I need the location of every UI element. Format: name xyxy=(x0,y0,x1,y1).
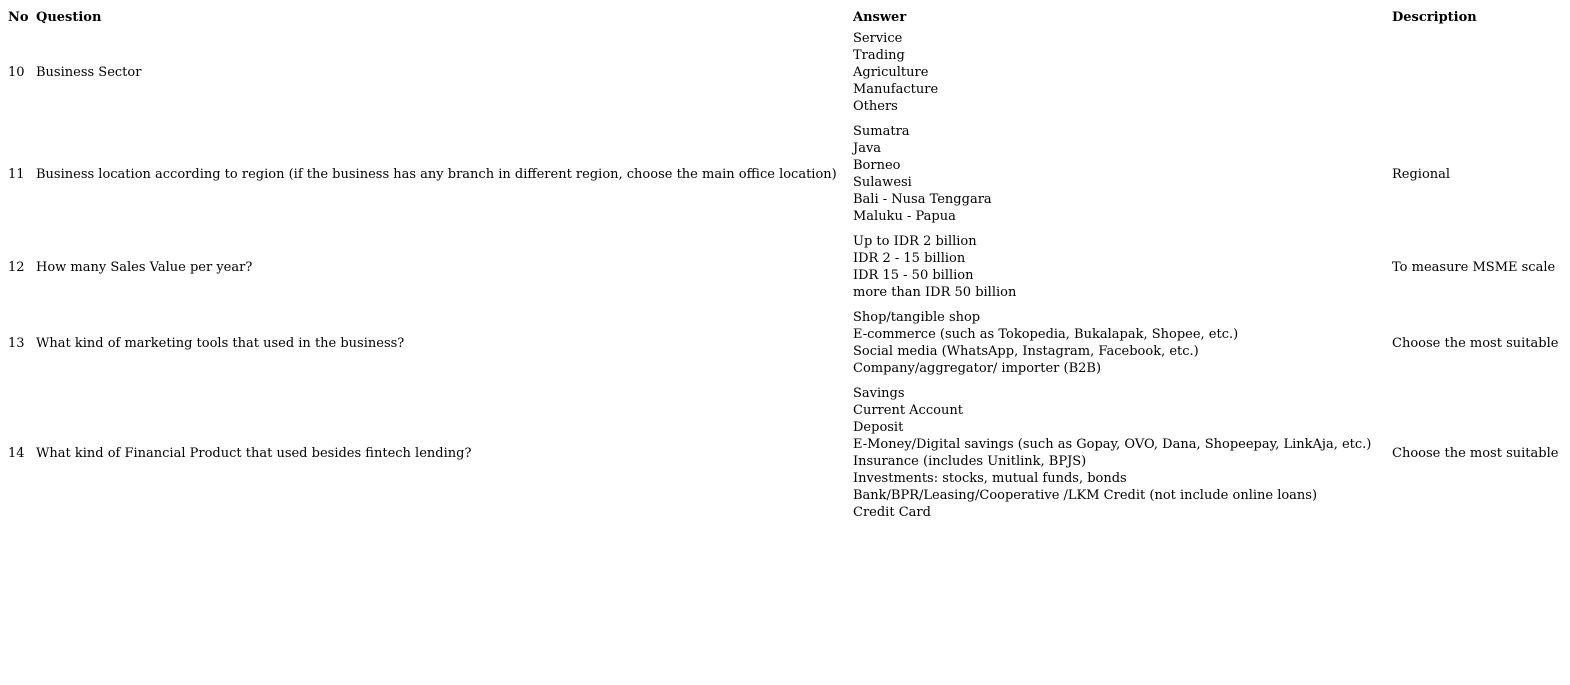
answer-option: Bank/BPR/Leasing/Cooperative /LKM Credit (not include online loans) xyxy=(853,488,1318,503)
answer-option: Bali - Nusa Tenggara xyxy=(853,192,992,207)
answer-option: E-Money/Digital savings (such as Gopay, OVO, Dana, Shopeepay, LinkAja, etc.) xyxy=(853,437,1372,452)
header-no: No xyxy=(8,9,29,25)
answer-option: Up to IDR 2 billion xyxy=(853,234,977,249)
row-question: What kind of Financial Product that used besides fintech lending? xyxy=(36,445,472,461)
answer-option: IDR 15 - 50 billion xyxy=(853,268,974,283)
survey-document xyxy=(6,8,1566,525)
row-question: What kind of marketing tools that used in the business? xyxy=(36,335,405,351)
row-description: Choose the most suitable xyxy=(1392,335,1559,351)
answer-option: Sulawesi xyxy=(853,175,912,190)
answer-option: E-commerce (such as Tokopedia, Bukalapak, Shopee, etc.) xyxy=(853,327,1239,342)
table-row xyxy=(6,305,1566,381)
header-question: Question xyxy=(36,9,102,25)
answer-option: Borneo xyxy=(853,158,901,173)
row-number: 12 xyxy=(8,259,25,275)
row-answer-list xyxy=(851,119,1390,229)
answer-option: Deposit xyxy=(853,420,904,435)
row-question: Business location according to region (if the business has any branch in different region, choose the main office location) xyxy=(36,166,837,182)
row-question: Business Sector xyxy=(36,65,142,80)
answer-option: Trading xyxy=(853,48,905,63)
header-answer: Answer xyxy=(853,9,907,25)
row-question: How many Sales Value per year? xyxy=(36,259,253,275)
answer-option: Shop/tangible shop xyxy=(853,310,981,325)
header-row xyxy=(6,8,1566,26)
table-row xyxy=(6,381,1566,525)
answer-option: Agriculture xyxy=(853,65,929,80)
answer-option: Current Account xyxy=(853,403,963,418)
answer-option: Company/aggregator/ importer (B2B) xyxy=(853,361,1102,376)
row-answer-list xyxy=(851,305,1390,381)
answer-option: Insurance (includes Unitlink, BPJS) xyxy=(853,454,1087,469)
table-row xyxy=(6,26,1566,119)
answer-option: Sumatra xyxy=(853,124,910,139)
answer-option: Social media (WhatsApp, Instagram, Facebook, etc.) xyxy=(853,344,1199,359)
answer-option: Manufacture xyxy=(853,82,939,97)
row-description xyxy=(1390,26,1566,119)
row-description: Regional xyxy=(1392,166,1451,182)
row-answer-list xyxy=(851,229,1390,305)
answer-option: Maluku - Papua xyxy=(853,209,956,224)
answer-option: Others xyxy=(853,99,898,114)
table-row xyxy=(6,229,1566,305)
table-row xyxy=(6,119,1566,229)
questionnaire-table xyxy=(6,8,1566,525)
row-number: 14 xyxy=(8,445,25,461)
answer-option: IDR 2 - 15 billion xyxy=(853,251,966,266)
row-description: Choose the most suitable xyxy=(1392,445,1559,461)
answer-option: Java xyxy=(853,141,882,156)
row-answer-list xyxy=(851,26,1390,119)
answer-option: Credit Card xyxy=(853,505,931,520)
row-number: 10 xyxy=(8,65,25,80)
row-answer-list xyxy=(851,381,1390,525)
row-number: 11 xyxy=(8,166,25,182)
answer-option: Investments: stocks, mutual funds, bonds xyxy=(853,471,1127,486)
row-number: 13 xyxy=(8,335,25,351)
answer-option: Savings xyxy=(853,386,905,401)
row-description: To measure MSME scale xyxy=(1392,259,1556,275)
header-description: Description xyxy=(1392,9,1477,25)
answer-option: more than IDR 50 billion xyxy=(853,285,1017,300)
answer-option: Service xyxy=(853,31,903,46)
table-body xyxy=(6,26,1566,525)
